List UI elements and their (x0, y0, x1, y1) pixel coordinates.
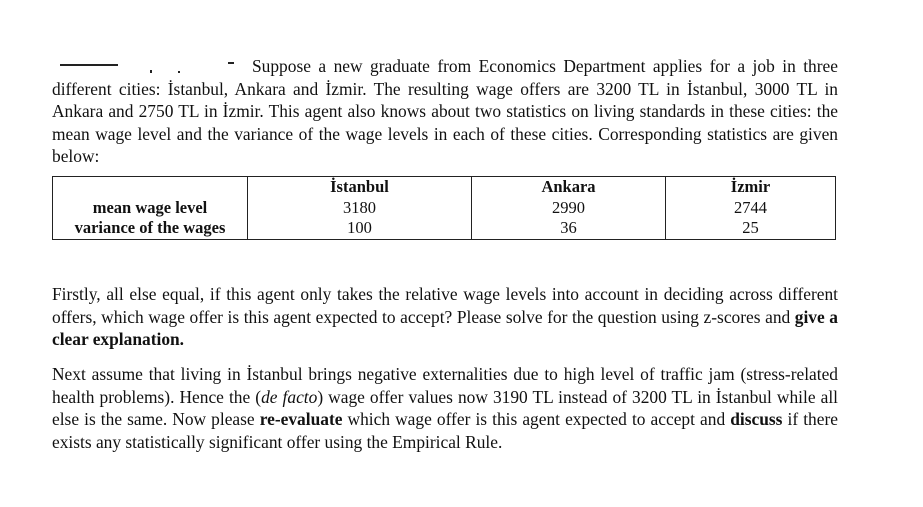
cell-mean-istanbul: 3180 (248, 198, 472, 219)
header-istanbul: İstanbul (248, 177, 472, 198)
cell-mean-izmir: 2744 (666, 198, 836, 219)
question-one-paragraph (52, 283, 838, 351)
question-two-bold-reevaluate: re-evaluate (259, 409, 343, 430)
cell-variance-ankara: 36 (472, 218, 666, 239)
table-row (53, 198, 836, 219)
question-two-text-2: ) wage offer values now 3190 TL instead of 3200 TL in İstanbul while all else is the same. Now please (52, 386, 838, 430)
question-one-bold: give a clear explanation. (52, 306, 838, 350)
header-corner-cell (53, 177, 248, 198)
intro-paragraph (52, 55, 838, 168)
intro-text: Suppose a new graduate from Economics Department applies for a job in three different cities: İstanbul, Ankara and İzmir. The resulting wage offers are 3200 TL in İstanbul, 3000 TL in Ankara and 2750 TL in İzmir. This agent also knows about two statistics on living standards in these cities: the mean wage level and the variance of the wage levels in each of these cities. Corresponding statistics are given below: (52, 56, 838, 167)
header-ankara: Ankara (472, 177, 666, 198)
question-two-text-1: Next assume that living in İstanbul brings negative externalities due to high level of traffic jam (stress-related health problems). Hence the ( (52, 364, 838, 407)
question-two-text-4: if there exists any statistically significant offer using the Empirical Rule. (52, 409, 838, 452)
row-label-variance: variance of the wages (53, 218, 248, 239)
header-izmir: İzmir (666, 177, 836, 198)
cell-mean-ankara: 2990 (472, 198, 666, 219)
question-two-paragraph (52, 363, 838, 453)
cell-variance-istanbul: 100 (248, 218, 472, 239)
cell-variance-izmir: 25 (666, 218, 836, 239)
question-two-italic: de facto (261, 386, 318, 407)
table-header-row (53, 177, 836, 198)
question-two-bold-discuss: discuss (730, 409, 783, 430)
city-statistics-table (52, 176, 836, 240)
row-label-mean: mean wage level (53, 198, 248, 219)
question-one-text: Firstly, all else equal, if this agent only takes the relative wage levels into account in deciding across different offers, which wage offer is this agent expected to accept? Please solve for the question using z-scores and (52, 284, 838, 327)
question-two-text-3: which wage offer is this agent expected to accept and (342, 409, 731, 430)
table-row (53, 218, 836, 239)
